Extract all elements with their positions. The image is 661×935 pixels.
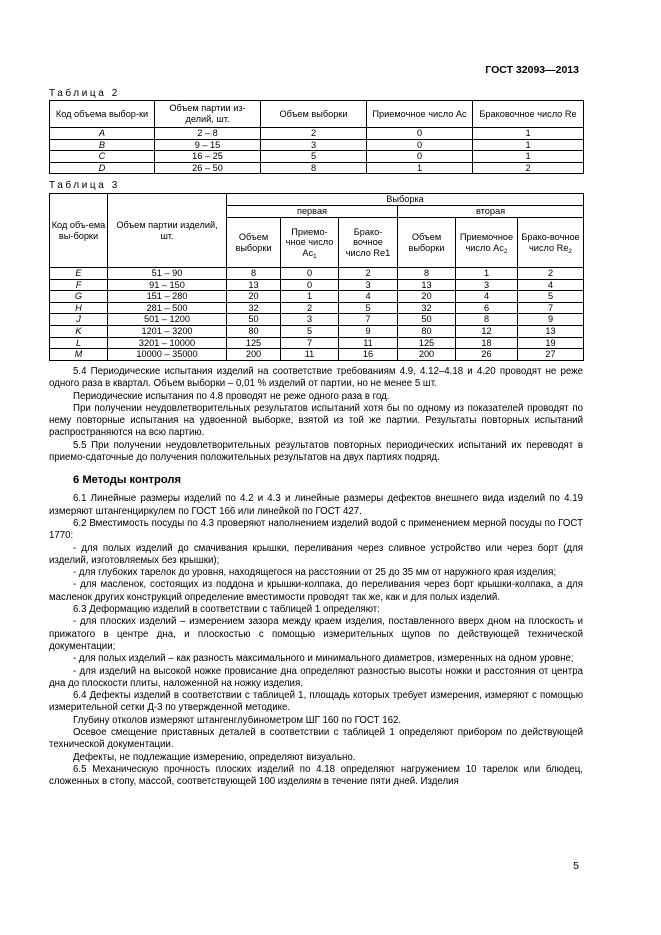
table-cell: 1 — [456, 268, 518, 280]
table-cell: 10000 – 35000 — [108, 349, 227, 361]
table-cell: 1 — [473, 139, 584, 151]
table3-body — [50, 268, 584, 361]
table-row — [50, 151, 584, 163]
table-cell: 0 — [367, 151, 473, 163]
table-cell: 8 — [227, 268, 281, 280]
table3-caption: Таблица 3 — [49, 180, 120, 191]
table-row — [50, 162, 584, 174]
table-cell: 9 — [339, 325, 398, 337]
paragraph: Глубину отколов измеряют штангенглубинометром ШГ 160 по ГОСТ 162. — [73, 714, 402, 726]
table-cell: M — [50, 349, 108, 361]
table-cell: 3 — [281, 314, 339, 326]
table-cell: A — [50, 128, 155, 140]
paragraph: 6.5 Механическую прочность плоских изделий по 4.18 определяют нагружением 10 тарелок или блюдец, сложенных в стопу, массой, соответствующей 100 изделиям в течение пяти дней. Изделия — [49, 763, 583, 788]
table-cell: 26 – 50 — [155, 162, 261, 174]
table-cell: 6 — [456, 302, 518, 314]
table-cell: 1 — [473, 151, 584, 163]
table-row — [50, 128, 584, 140]
table-cell: 32 — [227, 302, 281, 314]
paragraph: Периодические испытания по 4.8 проводят не реже одного раза в год. — [73, 390, 390, 402]
table-row — [50, 291, 584, 303]
paragraph: - для полых изделий до смачивания крышки, переливания через сливное устройство или через борт (для изделий, изготовляемых без крышки); — [49, 542, 583, 566]
table-cell: 13 — [518, 325, 584, 337]
table2 — [49, 100, 584, 174]
table-row — [50, 337, 584, 349]
table-cell: 16 — [339, 349, 398, 361]
table-cell: 2 — [473, 162, 584, 174]
table-cell: 2 – 8 — [155, 128, 261, 140]
table3-header-s2-size: Объем выборки — [398, 218, 456, 268]
table-cell: 18 — [456, 337, 518, 349]
table-cell: 7 — [518, 302, 584, 314]
table-cell: 8 — [398, 268, 456, 280]
table-cell: 7 — [281, 337, 339, 349]
table-cell: 501 – 1200 — [108, 314, 227, 326]
paragraph: - для изделий на высокой ножке провисание дна определяют разностью высоты ножки и расстояния от центра дна до плоскости плиты, наложенной на ножку изделия. — [49, 665, 583, 689]
table3-header-s2-re: Брако-вочное число $Re_2$ — [518, 218, 584, 268]
paragraph: 6.4 Дефекты изделий в соответствии с таблицей 1, площадь которых требует измерения, измеряют с помощью измерительной сетки Д-3 по утвержденной методике. — [49, 690, 583, 714]
table2-header-lot: Объем партии из-делий, шт. — [155, 101, 261, 128]
paragraph: - для масленок, состоящих из поддона и крышки-колпака, до переливания через борт крышки-колпака, а для масленок других конструкций определение вместимости проводят так же, как и для полых изделий. — [49, 579, 583, 603]
page-number: 5 — [573, 860, 579, 872]
table-row — [50, 139, 584, 151]
table-cell: 9 – 15 — [155, 139, 261, 151]
table-cell: D — [50, 162, 155, 174]
table2-header-code: Код объема выбор-ки — [50, 101, 155, 128]
table3-header-first: первая — [227, 206, 398, 218]
table-row — [50, 268, 584, 280]
table-cell: 13 — [227, 279, 281, 291]
table-row — [50, 302, 584, 314]
paragraph: 6.3 Деформацию изделий в соответствии с таблицей 1 определяют: — [73, 604, 380, 616]
table-cell: 50 — [227, 314, 281, 326]
table-cell: K — [50, 325, 108, 337]
table-cell: 4 — [456, 291, 518, 303]
table-cell: 151 – 280 — [108, 291, 227, 303]
table2-header-ac: Приемочное число Ac — [367, 101, 473, 128]
table-cell: 5 — [339, 302, 398, 314]
paragraph: При получении неудовлетворительных результатов испытаний хотя бы по одному из показателей проводят по нему повторные испытания на удвоенной выборке, взятой из той же партии. Результаты повторных испытаний распространяются на всю партию. — [49, 402, 583, 439]
table-cell: 1201 – 3200 — [108, 325, 227, 337]
table-cell: 4 — [339, 291, 398, 303]
table-cell: 2 — [518, 268, 584, 280]
table-cell: E — [50, 268, 108, 280]
table2-header-row — [50, 101, 584, 128]
table3-header-s2-ac: Приемочное число $Ac_2$ — [456, 218, 518, 268]
body-text — [49, 366, 583, 789]
table-row — [50, 314, 584, 326]
paragraph: 5.4 Периодические испытания изделий на соответствие требованиям 4.9, 4.12–4.18 и 4.20 проводят не реже одного раза в квартал. Объем выборки – 0,01 % изделий от партии, но не менее 5 шт. — [49, 366, 583, 390]
table-cell: 9 — [518, 314, 584, 326]
table-row — [50, 279, 584, 291]
table3-header-s1-size: Объем выборки — [227, 218, 281, 268]
table-cell: 11 — [281, 349, 339, 361]
table-cell: 51 – 90 — [108, 268, 227, 280]
table-cell: 0 — [281, 268, 339, 280]
table-cell: 11 — [339, 337, 398, 349]
table-cell: 3 — [456, 279, 518, 291]
section-heading: 6 Методы контроля — [73, 474, 182, 487]
table-cell: 5 — [518, 291, 584, 303]
table-cell: 91 – 150 — [108, 279, 227, 291]
table-cell: 80 — [398, 325, 456, 337]
paragraph: - для глубоких тарелок до уровня, находящегося на расстоянии от 25 до 35 мм от наружного края изделия; — [73, 567, 557, 579]
paragraph: 6.1 Линейные размеры изделий по 4.2 и 4.3 и линейные размеры дефектов внешнего вида изделий по 4.19 измеряют штангенциркулем по ГОСТ 166 или линейкой по ГОСТ 427. — [49, 493, 583, 517]
table3-header-second: вторая — [398, 206, 584, 218]
table-cell: 1 — [473, 128, 584, 140]
table-cell: 0 — [367, 128, 473, 140]
table3-header-lot: Объем партии изделий, шт. — [108, 194, 227, 268]
table3-header-s1-ac: Приемо-чное число $Ac_1$ — [281, 218, 339, 268]
table3-header-s1-re: Брако-вочное число Re1 — [339, 218, 398, 268]
table-cell: 1 — [281, 291, 339, 303]
table-cell: 5 — [281, 325, 339, 337]
table-cell: 20 — [227, 291, 281, 303]
paragraph: 5.5 При получении неудовлетворительных результатов повторных периодических испытаний их переводят в приемо-сдаточные до получения положительных результатов на двух партиях подряд. — [49, 439, 583, 464]
table-cell: G — [50, 291, 108, 303]
table-cell: 125 — [398, 337, 456, 349]
table-cell: 13 — [398, 279, 456, 291]
table-cell: 3201 – 10000 — [108, 337, 227, 349]
table-cell: 32 — [398, 302, 456, 314]
table-cell: J — [50, 314, 108, 326]
table-cell: 0 — [367, 139, 473, 151]
table2-header-sample: Объем выборки — [261, 101, 367, 128]
table-cell: 2 — [261, 128, 367, 140]
table-row — [50, 349, 584, 361]
table-cell: L — [50, 337, 108, 349]
table-cell: 200 — [227, 349, 281, 361]
table-cell: 8 — [261, 162, 367, 174]
table3 — [49, 193, 584, 361]
table3-header-row-1 — [50, 194, 584, 206]
table3-header-code: Код объ-ема вы-борки — [50, 194, 108, 268]
table2-header-re: Браковочное число Re — [473, 101, 584, 128]
paragraph: - для полых изделий – как разность максимального и минимального диаметров, измеренных на одном уровне; — [73, 653, 574, 665]
table-cell: 19 — [518, 337, 584, 349]
table-cell: 12 — [456, 325, 518, 337]
table-cell: 8 — [456, 314, 518, 326]
table-cell: 27 — [518, 349, 584, 361]
table-cell: H — [50, 302, 108, 314]
table-cell: 80 — [227, 325, 281, 337]
table3-header-sample: Выборка — [227, 194, 584, 206]
paragraph: 6.2 Вместимость посуды по 4.3 проверяют наполнением изделий водой с применением мерной посуды по ГОСТ 1770: — [49, 517, 583, 542]
paragraph: Осевое смещение приставных деталей в соответствии с таблицей 1 определяют прибором по действующей технической документации. — [49, 727, 583, 751]
table-cell: 26 — [456, 349, 518, 361]
table-cell: 0 — [281, 279, 339, 291]
table-cell: 3 — [261, 139, 367, 151]
table-cell: 50 — [398, 314, 456, 326]
table-cell: 3 — [339, 279, 398, 291]
paragraph: - для плоских изделий – измерением зазора между краем изделия, поставленного вверх дном на плоскость и прижатого в центре дна, и плоскостью с помощью измерительных щупов по действующей технической документации; — [49, 616, 583, 652]
document-header: ГОСТ 32093—2013 — [485, 64, 579, 76]
table-cell: 16 – 25 — [155, 151, 261, 163]
table-cell: 2 — [281, 302, 339, 314]
table-cell: 1 — [367, 162, 473, 174]
paragraph: Дефекты, не подлежащие измерению, определяют визуально. — [73, 751, 356, 763]
table-cell: 200 — [398, 349, 456, 361]
table-cell: 125 — [227, 337, 281, 349]
table-cell: 7 — [339, 314, 398, 326]
table-cell: 4 — [518, 279, 584, 291]
table2-caption: Таблица 2 — [49, 88, 120, 99]
table-cell: 281 – 500 — [108, 302, 227, 314]
table-cell: 2 — [339, 268, 398, 280]
table-row — [50, 325, 584, 337]
table-cell: F — [50, 279, 108, 291]
table-cell: 20 — [398, 291, 456, 303]
table-cell: C — [50, 151, 155, 163]
table-cell: 5 — [261, 151, 367, 163]
table-cell: B — [50, 139, 155, 151]
